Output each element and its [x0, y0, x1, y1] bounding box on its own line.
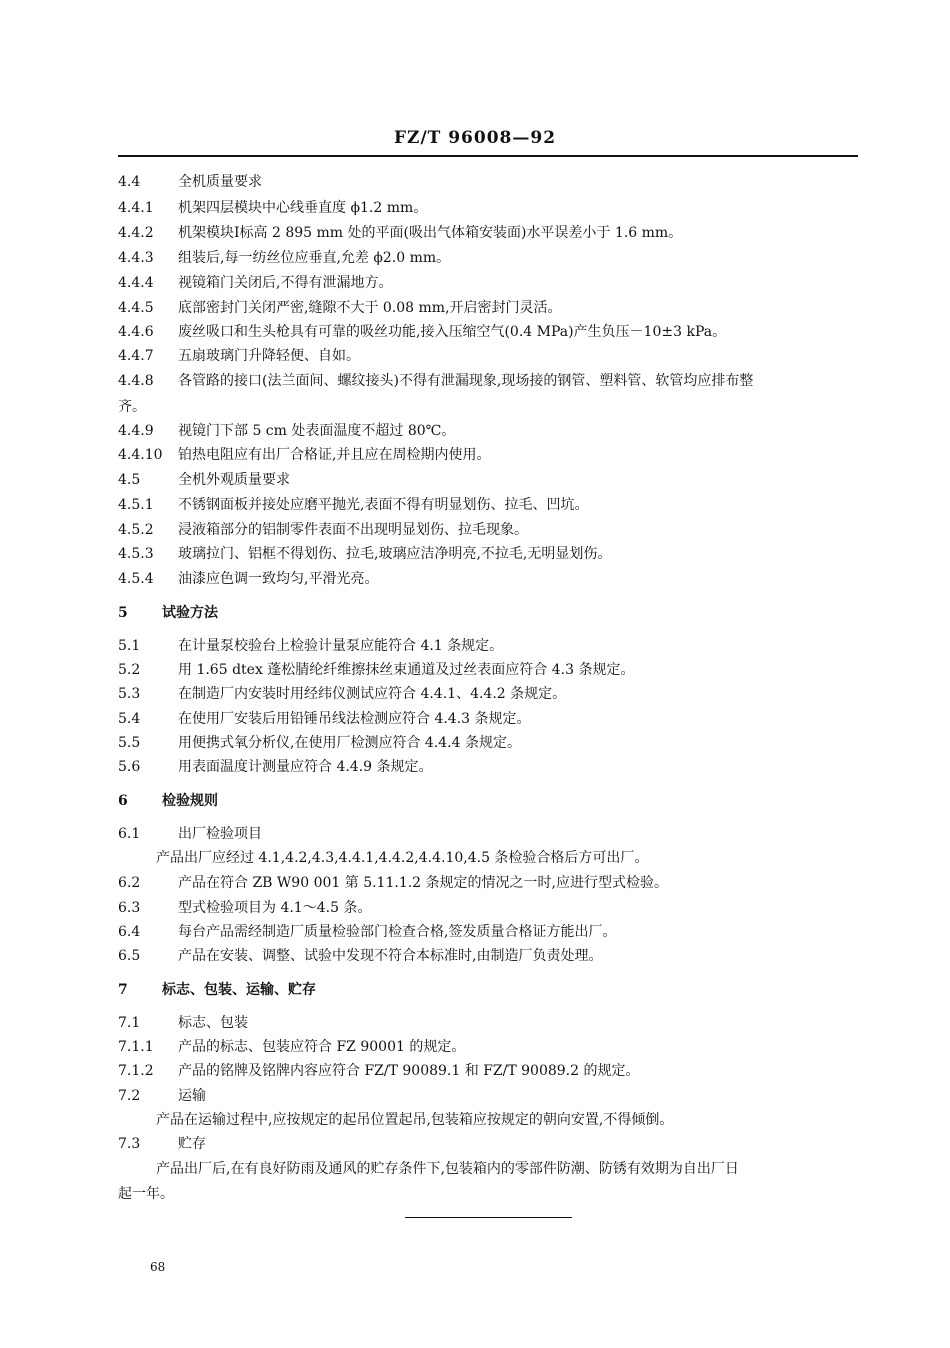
clause-number: 6.1	[118, 826, 141, 842]
clause-number: 4.4.2	[118, 225, 154, 241]
clause-line	[118, 733, 858, 753]
clause-number: 4.4.10	[118, 447, 163, 463]
clause-line	[118, 298, 858, 318]
clause-line	[118, 684, 858, 704]
clause-line	[118, 397, 858, 417]
clause-text: 贮存	[178, 1136, 206, 1152]
clause-text: 机架模块Ⅰ标高 2 895 mm 处的平面(吸出气体箱安装面)水平误差小于 1.6 mm。	[178, 225, 683, 241]
header-rule	[118, 155, 858, 157]
clause-number: 4.4.6	[118, 324, 154, 340]
clause-line	[118, 873, 858, 893]
clause-text: 每台产品需经制造厂质量检验部门检查合格,签发质量合格证方能出厂。	[178, 924, 617, 940]
clause-line	[156, 1159, 858, 1179]
clause-line	[118, 824, 858, 844]
clause-text: 标志、包装	[178, 1015, 248, 1031]
clause-text: 试验方法	[162, 605, 218, 621]
clause-line	[118, 569, 858, 589]
section-heading	[118, 791, 858, 811]
clause-number: 4.4.1	[118, 200, 154, 216]
clause-text: 各管路的接口(法兰面间、螺纹接头)不得有泄漏现象,现场接的钢管、塑料管、软管均应排布整	[178, 373, 754, 389]
clause-number: 5	[118, 605, 128, 621]
clause-line	[118, 1061, 858, 1081]
clause-number: 4.4.8	[118, 373, 154, 389]
clause-number: 4.4	[118, 174, 141, 190]
clause-number: 4.5.3	[118, 546, 154, 562]
clause-text: 在制造厂内安装时用经纬仪测试应符合 4.4.1、4.4.2 条规定。	[178, 686, 567, 702]
clause-text: 检验规则	[162, 793, 218, 809]
clause-number: 7.1	[118, 1015, 141, 1031]
clause-line	[118, 544, 858, 564]
clause-text: 标志、包装、运输、贮存	[162, 982, 316, 998]
clause-text: 玻璃拉门、铝框不得划伤、拉毛,玻璃应洁净明亮,不拉毛,无明显划伤。	[178, 546, 612, 562]
clause-number: 4.4.5	[118, 300, 154, 316]
clause-number: 6	[118, 793, 128, 809]
clause-line	[118, 636, 858, 656]
clause-number: 4.4.4	[118, 275, 154, 291]
clause-text: 废丝吸口和生头枪具有可靠的吸丝功能,接入压缩空气(0.4 MPa)产生负压－10±3 kPa。	[178, 324, 727, 340]
clause-line	[118, 346, 858, 366]
clause-text: 视镜门下部 5 cm 处表面温度不超过 80℃。	[178, 423, 456, 439]
clause-text: 视镜箱门关闭后,不得有泄漏地方。	[178, 275, 393, 291]
clause-line	[118, 371, 858, 391]
clause-number: 7	[118, 982, 128, 998]
standard-number: FZ/T 96008—92	[393, 128, 557, 148]
clause-line	[118, 470, 858, 490]
clause-text: 产品的标志、包装应符合 FZ 90001 的规定。	[178, 1039, 466, 1055]
clause-line	[118, 322, 858, 342]
clause-text: 浸液箱部分的铝制零件表面不出现明显划伤、拉毛现象。	[178, 522, 528, 538]
clause-text: 产品在符合 ZB W90 001 第 5.11.1.2 条规定的情况之一时,应进行型式检验。	[178, 875, 668, 891]
clause-line	[118, 660, 858, 680]
clause-text: 产品出厂后,在有良好防雨及通风的贮存条件下,包装箱内的零部件防潮、防锈有效期为自出厂日	[156, 1161, 739, 1177]
clause-number: 6.4	[118, 924, 141, 940]
clause-line	[118, 1037, 858, 1057]
clause-text: 不锈钢面板并接处应磨平抛光,表面不得有明显划伤、拉毛、凹坑。	[178, 497, 589, 513]
clause-number: 4.4.3	[118, 250, 154, 266]
clause-line	[118, 445, 858, 465]
clause-number: 4.5	[118, 472, 141, 488]
clause-number: 7.1.2	[118, 1063, 154, 1079]
clause-text: 全机外观质量要求	[178, 472, 290, 488]
clause-line	[118, 421, 858, 441]
clause-text: 在使用厂安装后用铅锤吊线法检测应符合 4.4.3 条规定。	[178, 711, 531, 727]
clause-line	[118, 1013, 858, 1033]
clause-line	[118, 198, 858, 218]
clause-number: 4.5.1	[118, 497, 154, 513]
clause-line	[118, 1184, 858, 1204]
section-heading	[118, 603, 858, 623]
clause-text: 五扇玻璃门升降轻便、自如。	[178, 348, 360, 364]
clause-text: 油漆应色调一致均匀,平滑光亮。	[178, 571, 379, 587]
clause-number: 6.5	[118, 948, 141, 964]
clause-number: 6.3	[118, 900, 141, 916]
clause-text: 出厂检验项目	[178, 826, 262, 842]
page-number: 68	[150, 1260, 166, 1274]
clause-text: 在计量泵校验台上检验计量泵应能符合 4.1 条规定。	[178, 638, 504, 654]
clause-number: 4.5.2	[118, 522, 154, 538]
clause-line	[118, 922, 858, 942]
clause-number: 7.1.1	[118, 1039, 154, 1055]
clause-number: 5.6	[118, 759, 141, 775]
clause-number: 5.4	[118, 711, 141, 727]
clause-text: 组装后,每一纺丝位应垂直,允差 ϕ2.0 mm。	[178, 250, 451, 266]
clause-text: 机架四层模块中心线垂直度 ϕ1.2 mm。	[178, 200, 428, 216]
clause-text: 起一年。	[118, 1186, 174, 1202]
clause-number: 4.4.9	[118, 423, 154, 439]
clause-number: 5.2	[118, 662, 141, 678]
clause-number: 6.2	[118, 875, 141, 891]
clause-text: 用表面温度计测量应符合 4.4.9 条规定。	[178, 759, 433, 775]
clause-line	[118, 898, 858, 918]
clause-line	[118, 1134, 858, 1154]
clause-number: 5.3	[118, 686, 141, 702]
clause-text: 底部密封门关闭严密,缝隙不大于 0.08 mm,开启密封门灵活。	[178, 300, 562, 316]
clause-line	[118, 223, 858, 243]
clause-text: 产品在安装、调整、试验中发现不符合本标准时,由制造厂负责处理。	[178, 948, 603, 964]
clause-text: 铂热电阻应有出厂合格证,并且应在周检期内使用。	[178, 447, 491, 463]
clause-line	[118, 1086, 858, 1106]
clause-line	[118, 495, 858, 515]
clause-line	[118, 709, 858, 729]
clause-number: 4.5.4	[118, 571, 154, 587]
clause-text: 用 1.65 dtex 蓬松腈纶纤维擦抹丝束通道及过丝表面应符合 4.3 条规定。	[178, 662, 635, 678]
clause-line	[118, 172, 858, 192]
clause-text: 产品出厂应经过 4.1,4.2,4.3,4.4.1,4.4.2,4.4.10,4.5 条检验合格后方可出厂。	[156, 850, 649, 866]
clause-line	[118, 248, 858, 268]
clause-text: 齐。	[118, 399, 146, 415]
end-rule	[405, 1217, 572, 1218]
clause-number: 7.2	[118, 1088, 141, 1104]
clause-text: 全机质量要求	[178, 174, 262, 190]
clause-number: 4.4.7	[118, 348, 154, 364]
clause-text: 产品的铭牌及铭牌内容应符合 FZ/T 90089.1 和 FZ/T 90089.2 的规定。	[178, 1063, 640, 1079]
clause-line	[118, 520, 858, 540]
clause-text: 型式检验项目为 4.1～4.5 条。	[178, 900, 372, 916]
clause-line	[118, 273, 858, 293]
clause-number: 5.5	[118, 735, 141, 751]
clause-number: 5.1	[118, 638, 141, 654]
clause-text: 运输	[178, 1088, 206, 1104]
clause-number: 7.3	[118, 1136, 141, 1152]
clause-text: 用便携式氧分析仪,在使用厂检测应符合 4.4.4 条规定。	[178, 735, 521, 751]
section-heading	[118, 980, 858, 1000]
clause-line	[118, 946, 858, 966]
clause-line	[156, 848, 858, 868]
clause-line	[156, 1110, 858, 1130]
clause-text: 产品在运输过程中,应按规定的起吊位置起吊,包装箱应按规定的朝向安置,不得倾倒。	[156, 1112, 674, 1128]
clause-line	[118, 757, 858, 777]
